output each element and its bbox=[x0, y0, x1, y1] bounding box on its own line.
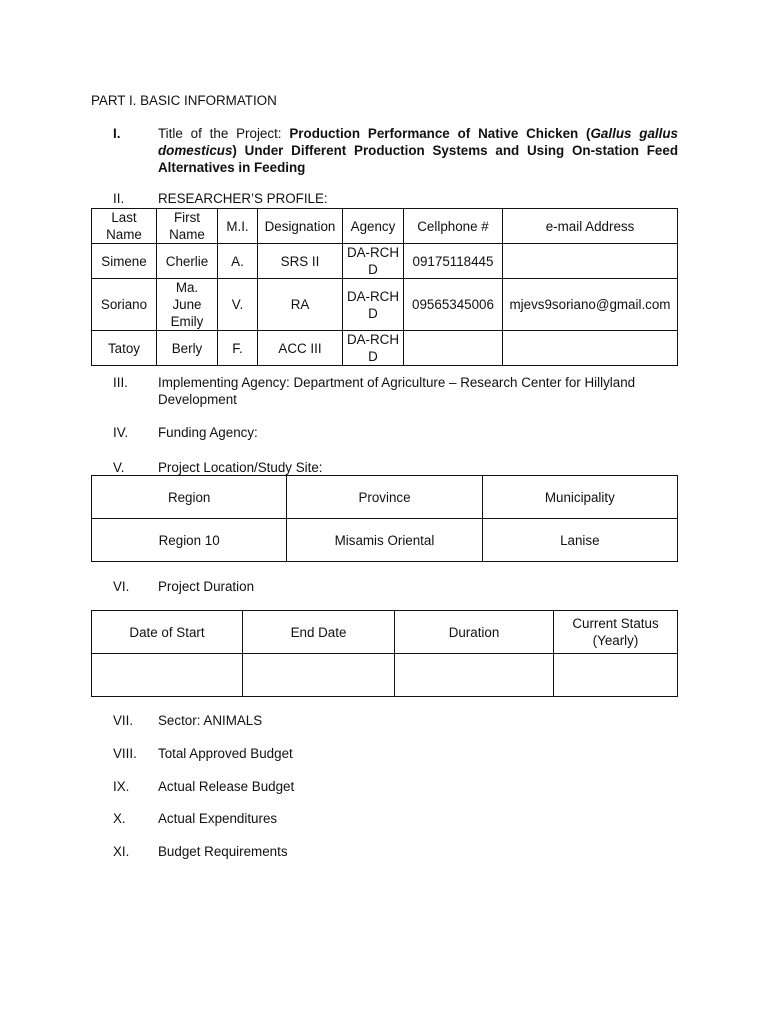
cell-mi: F. bbox=[218, 331, 258, 366]
section-iv-number: IV. bbox=[113, 425, 129, 440]
section-xi-number: XI. bbox=[113, 844, 130, 859]
duration-header-row bbox=[92, 611, 678, 654]
cell-cellphone: 09565345006 bbox=[404, 279, 503, 331]
section-ix-label: Actual Release Budget bbox=[158, 779, 295, 794]
cell-agency: DA-RCHD bbox=[343, 244, 404, 279]
cell-agency: DA-RCHD bbox=[343, 279, 404, 331]
section-iii-label: Implementing Agency: Department of Agriculture – Research Center for Hillyland Development bbox=[158, 375, 636, 407]
cell-cellphone bbox=[404, 331, 503, 366]
section-vii-label: Sector: ANIMALS bbox=[158, 713, 263, 728]
cell-first-name: Ma. June Emily bbox=[157, 279, 218, 331]
header-end-date: End Date bbox=[243, 611, 395, 654]
table-row bbox=[92, 654, 678, 697]
header-last-name: Last Name bbox=[92, 209, 157, 244]
cell-last-name: Tatoy bbox=[92, 331, 157, 366]
researchers-header-row bbox=[92, 209, 678, 244]
cell-end-date bbox=[243, 654, 395, 697]
cell-last-name: Soriano bbox=[92, 279, 157, 331]
section-v-label: Project Location/Study Site: bbox=[158, 460, 323, 475]
cell-first-name: Cherlie bbox=[157, 244, 218, 279]
cell-region: Region 10 bbox=[92, 519, 287, 562]
table-row bbox=[92, 244, 678, 279]
cell-email: mjevs9soriano@gmail.com bbox=[503, 279, 678, 331]
project-title-part1: Production Performance of Native Chicken ( bbox=[289, 126, 591, 141]
cell-designation: RA bbox=[258, 279, 343, 331]
cell-last-name: Simene bbox=[92, 244, 157, 279]
table-row bbox=[92, 519, 678, 562]
location-header-row bbox=[92, 476, 678, 519]
header-cellphone: Cellphone # bbox=[404, 209, 503, 244]
section-vi-label: Project Duration bbox=[158, 579, 255, 594]
cell-current-status bbox=[554, 654, 678, 697]
cell-mi: V. bbox=[218, 279, 258, 331]
cell-mi: A. bbox=[218, 244, 258, 279]
section-v-number: V. bbox=[113, 460, 125, 475]
cell-email bbox=[503, 331, 678, 366]
section-i-number: I. bbox=[113, 126, 121, 141]
section-vi-number: VI. bbox=[113, 579, 130, 594]
cell-email bbox=[503, 244, 678, 279]
header-region: Region bbox=[92, 476, 287, 519]
part-title: PART I. BASIC INFORMATION bbox=[91, 93, 277, 108]
section-iii-number: III. bbox=[113, 375, 128, 390]
cell-date-of-start bbox=[92, 654, 243, 697]
section-ii-number: II. bbox=[113, 191, 125, 206]
header-current-status: Current Status (Yearly) bbox=[554, 611, 678, 654]
section-x-label: Actual Expenditures bbox=[158, 811, 278, 826]
cell-designation: ACC III bbox=[258, 331, 343, 366]
section-ii-label: RESEARCHER’S PROFILE: bbox=[158, 191, 328, 206]
header-mi: M.I. bbox=[218, 209, 258, 244]
table-row bbox=[92, 279, 678, 331]
project-title-label: Title of the Project: bbox=[158, 126, 282, 141]
duration-table bbox=[91, 610, 678, 697]
table-row bbox=[92, 331, 678, 366]
cell-municipality: Lanise bbox=[482, 519, 677, 562]
cell-duration bbox=[395, 654, 554, 697]
project-title-part2: ) Under Different Production Systems and Using On-station Feed Alternatives in Feeding bbox=[158, 143, 678, 175]
cell-cellphone: 09175118445 bbox=[404, 244, 503, 279]
section-ix-number: IX. bbox=[113, 779, 130, 794]
section-vii-number: VII. bbox=[113, 713, 134, 728]
section-iv-label: Funding Agency: bbox=[158, 425, 258, 440]
header-date-of-start: Date of Start bbox=[92, 611, 243, 654]
project-title-scientific-name: Gallus gallus domesticus bbox=[158, 126, 678, 158]
cell-province: Misamis Oriental bbox=[287, 519, 482, 562]
cell-designation: SRS II bbox=[258, 244, 343, 279]
cell-first-name: Berly bbox=[157, 331, 218, 366]
header-duration: Duration bbox=[395, 611, 554, 654]
header-agency: Agency bbox=[343, 209, 404, 244]
cell-agency: DA-RCHD bbox=[343, 331, 404, 366]
location-table bbox=[91, 475, 678, 562]
header-designation: Designation bbox=[258, 209, 343, 244]
section-xi-label: Budget Requirements bbox=[158, 844, 288, 859]
header-province: Province bbox=[287, 476, 482, 519]
section-viii-label: Total Approved Budget bbox=[158, 746, 293, 761]
researchers-table bbox=[91, 208, 678, 366]
section-viii-number: VIII. bbox=[113, 746, 137, 761]
header-email: e-mail Address bbox=[503, 209, 678, 244]
header-municipality: Municipality bbox=[482, 476, 677, 519]
project-title-block bbox=[158, 125, 678, 176]
section-x-number: X. bbox=[113, 811, 126, 826]
header-first-name: First Name bbox=[157, 209, 218, 244]
